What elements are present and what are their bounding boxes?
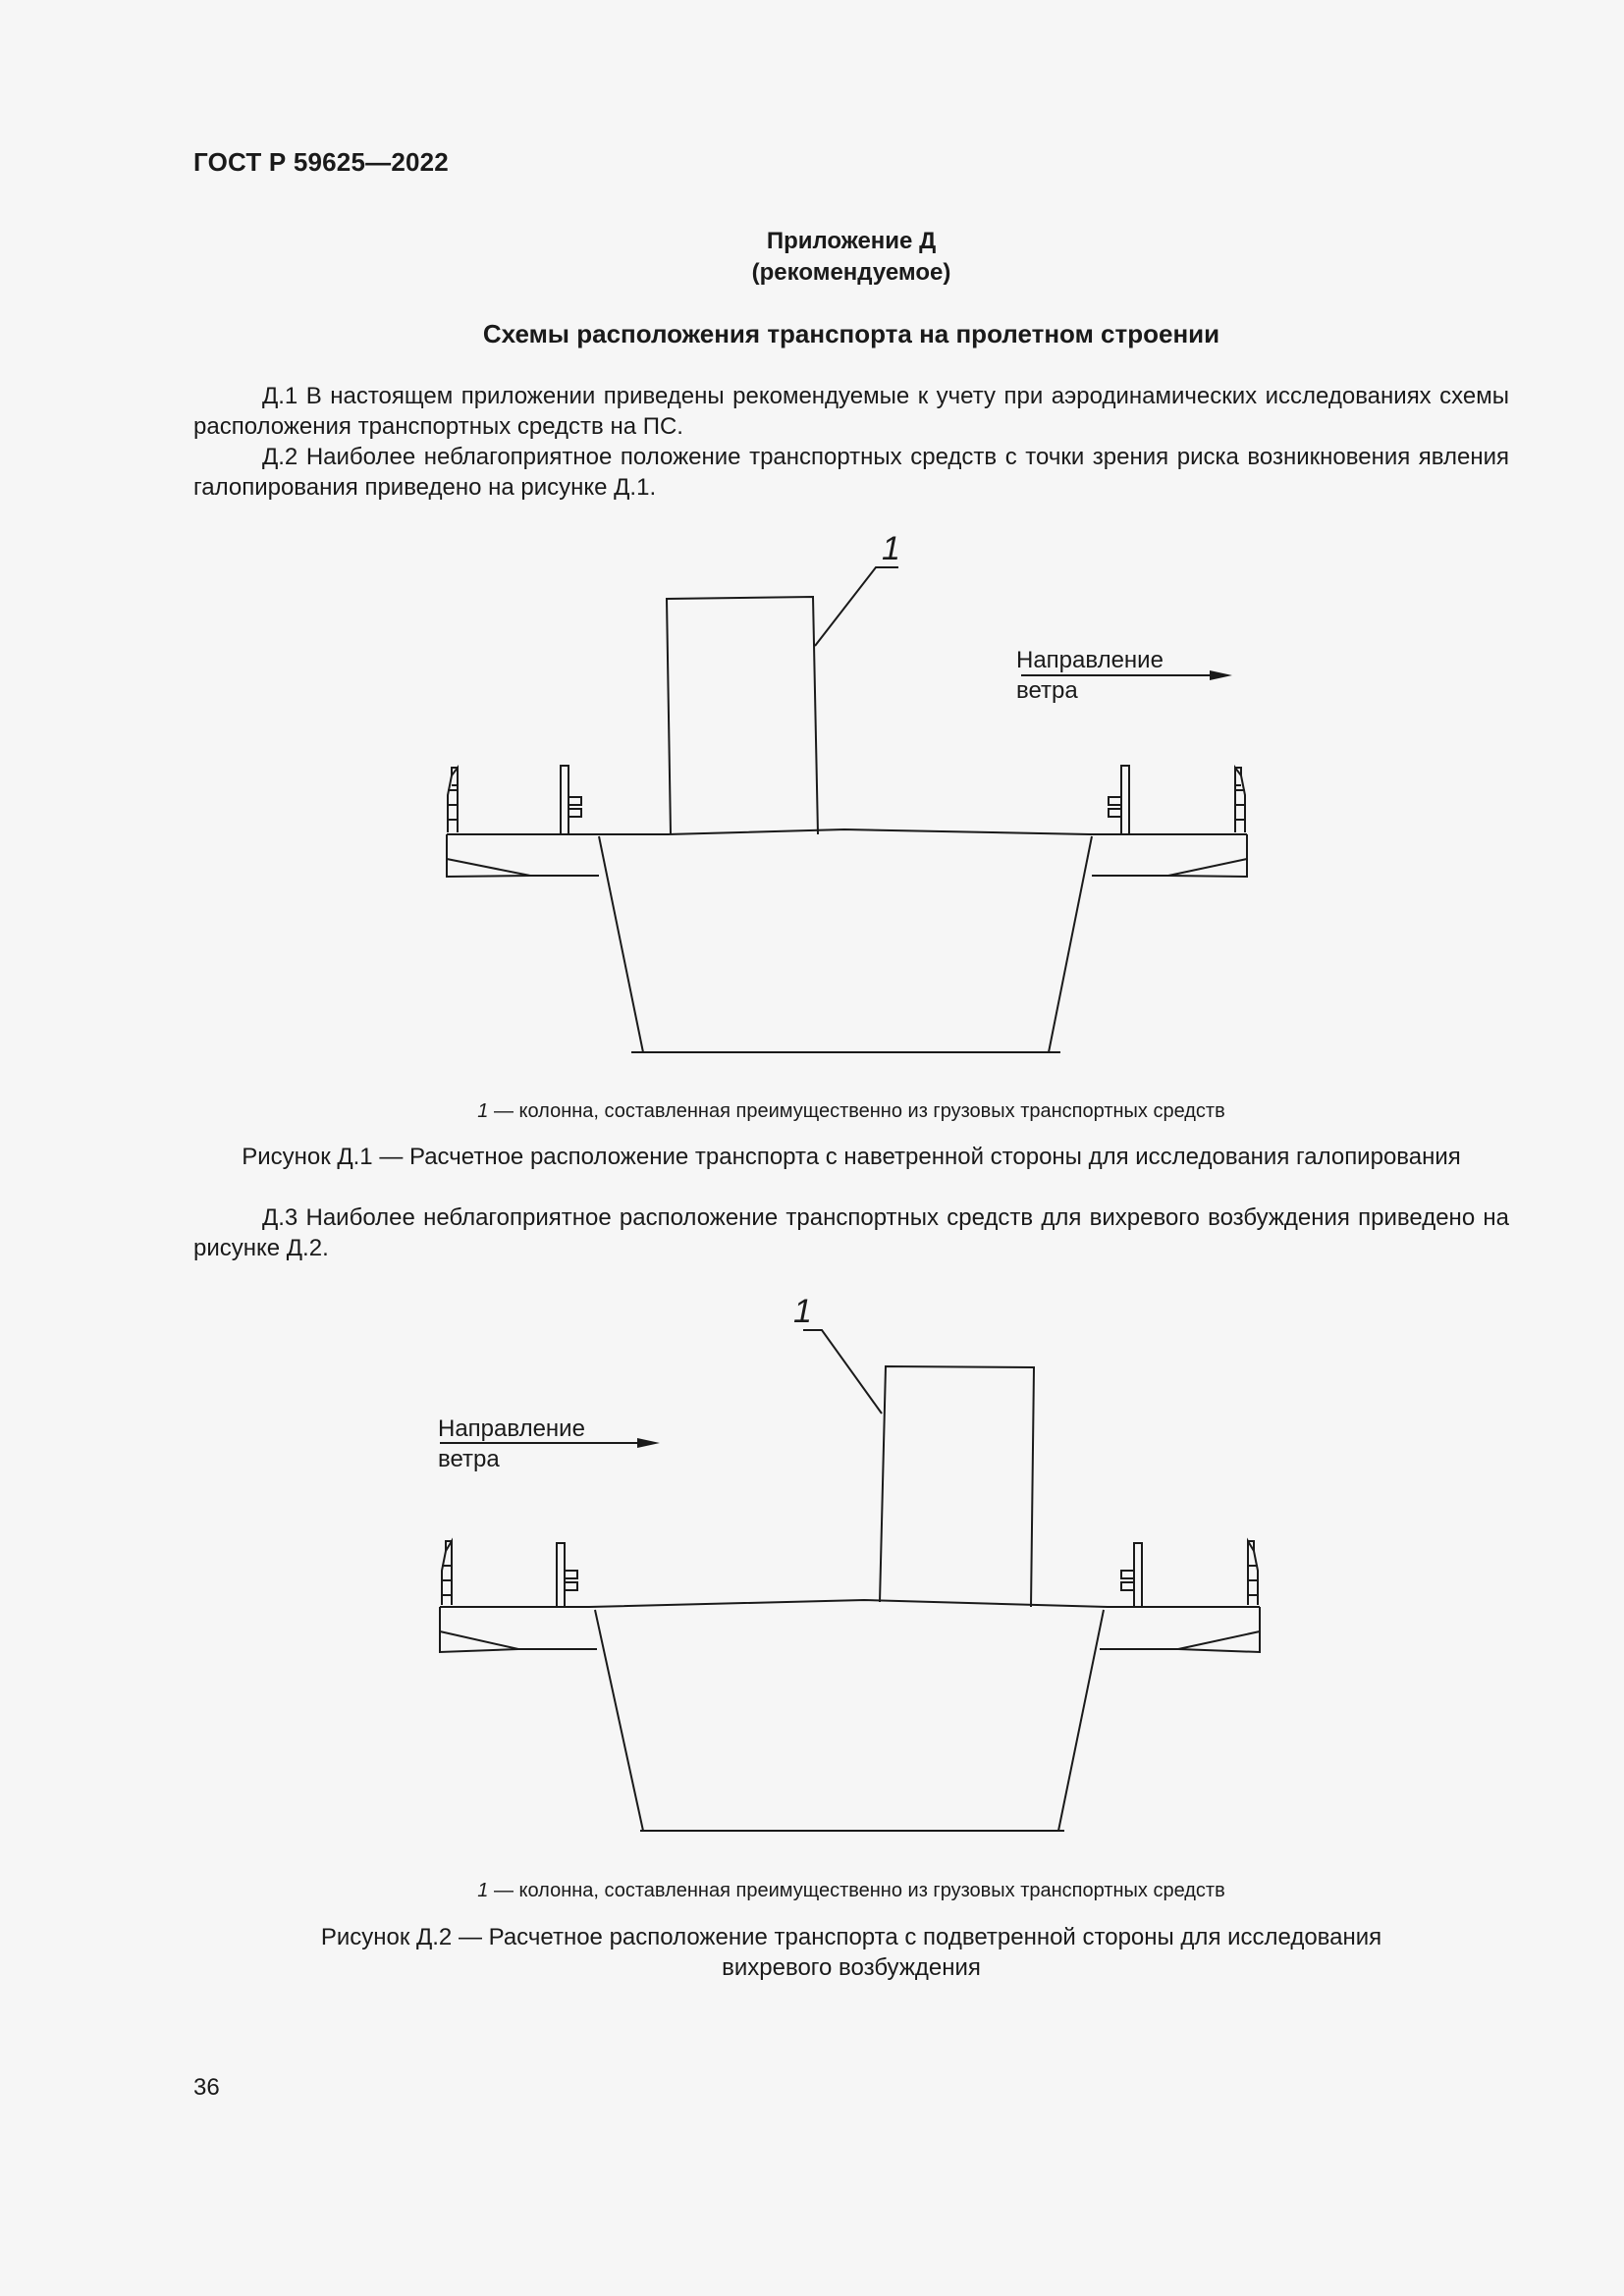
deck-left-cantilever [447,834,599,877]
barrier-right-outer [1235,768,1245,832]
deck-right-cantilever [1092,834,1247,877]
barrier-left-outer [448,768,458,832]
box-girder [599,836,643,1052]
paragraph-d2-text: Д.2 Наиболее неблагоприятное положение транспортных средств с точки зрения риска возникновения явления галопирования приведено на рисунке Д.1. [193,444,1509,501]
callout-number-1: 1 [793,1293,812,1330]
barrier-right-inner [1109,766,1129,834]
appendix-status: (рекомендуемое) [751,259,951,286]
barrier-left-inner [557,1543,577,1607]
figure-2-caption: Рисунок Д.2 — Расчетное расположение транспорта с подветренной стороны для исследования вихревого возбуждения [320,1924,1382,1981]
appendix-title: Приложение Д [766,228,937,254]
page-number: 36 [193,2074,220,2101]
figure-2-legend [193,1880,1509,1902]
figure-1-drawing [0,510,1624,1060]
box-girder [595,1610,643,1831]
wind-label-line2: ветра [438,1446,500,1472]
callout-number-1: 1 [882,530,900,567]
paragraph-d3 [193,1202,1509,1263]
paragraph-d2 [193,442,1509,503]
truck-column [667,597,818,834]
paragraph-d3-text: Д.3 Наиболее неблагоприятное расположение транспортных средств для вихревого возбуждения приведено на рисунке Д.2. [193,1204,1509,1261]
callout-leader-1 [815,567,898,646]
truck-column [880,1366,1034,1607]
legend-1-text: — колонна, составленная преимущественно из грузовых транспортных средств [488,1100,1225,1122]
figure-2-drawing [0,1276,1624,1845]
legend-2-number: 1 [477,1880,489,1901]
legend-1-number: 1 [477,1100,489,1122]
figure-1-legend [193,1100,1509,1123]
callout-leader-1 [803,1330,882,1414]
wind-label-line2: ветра [1016,677,1078,704]
barrier-right-inner [1121,1543,1142,1607]
barrier-left-inner [561,766,581,834]
section-title: Схемы расположения транспорта на пролетном строении [482,319,1220,348]
wind-label-line1: Направление [438,1415,585,1442]
deck-top-line [440,1600,1260,1607]
figure-1-caption: Рисунок Д.1 — Расчетное расположение транспорта с наветренной стороны для исследования галопирования [242,1144,1461,1170]
deck-top-line [447,829,1247,834]
appendix-heading [193,226,1509,289]
paragraph-d1 [193,381,1509,442]
legend-2-text: — колонна, составленная преимущественно из грузовых транспортных средств [488,1880,1225,1901]
wind-arrow-head [1210,670,1232,680]
wind-label-line1: Направление [1016,647,1164,673]
barrier-left-outer [442,1541,452,1605]
document-code: ГОСТ Р 59625—2022 [193,147,449,177]
paragraph-d1-text: Д.1 В настоящем приложении приведены рекомендуемые к учету при аэродинамических исследованиях схемы расположения транспортных средств на ПС. [193,383,1509,440]
wind-arrow-head [637,1438,660,1448]
barrier-right-outer [1248,1541,1258,1605]
deck-left-cantilever [440,1607,597,1652]
deck-right-cantilever [1100,1607,1260,1652]
